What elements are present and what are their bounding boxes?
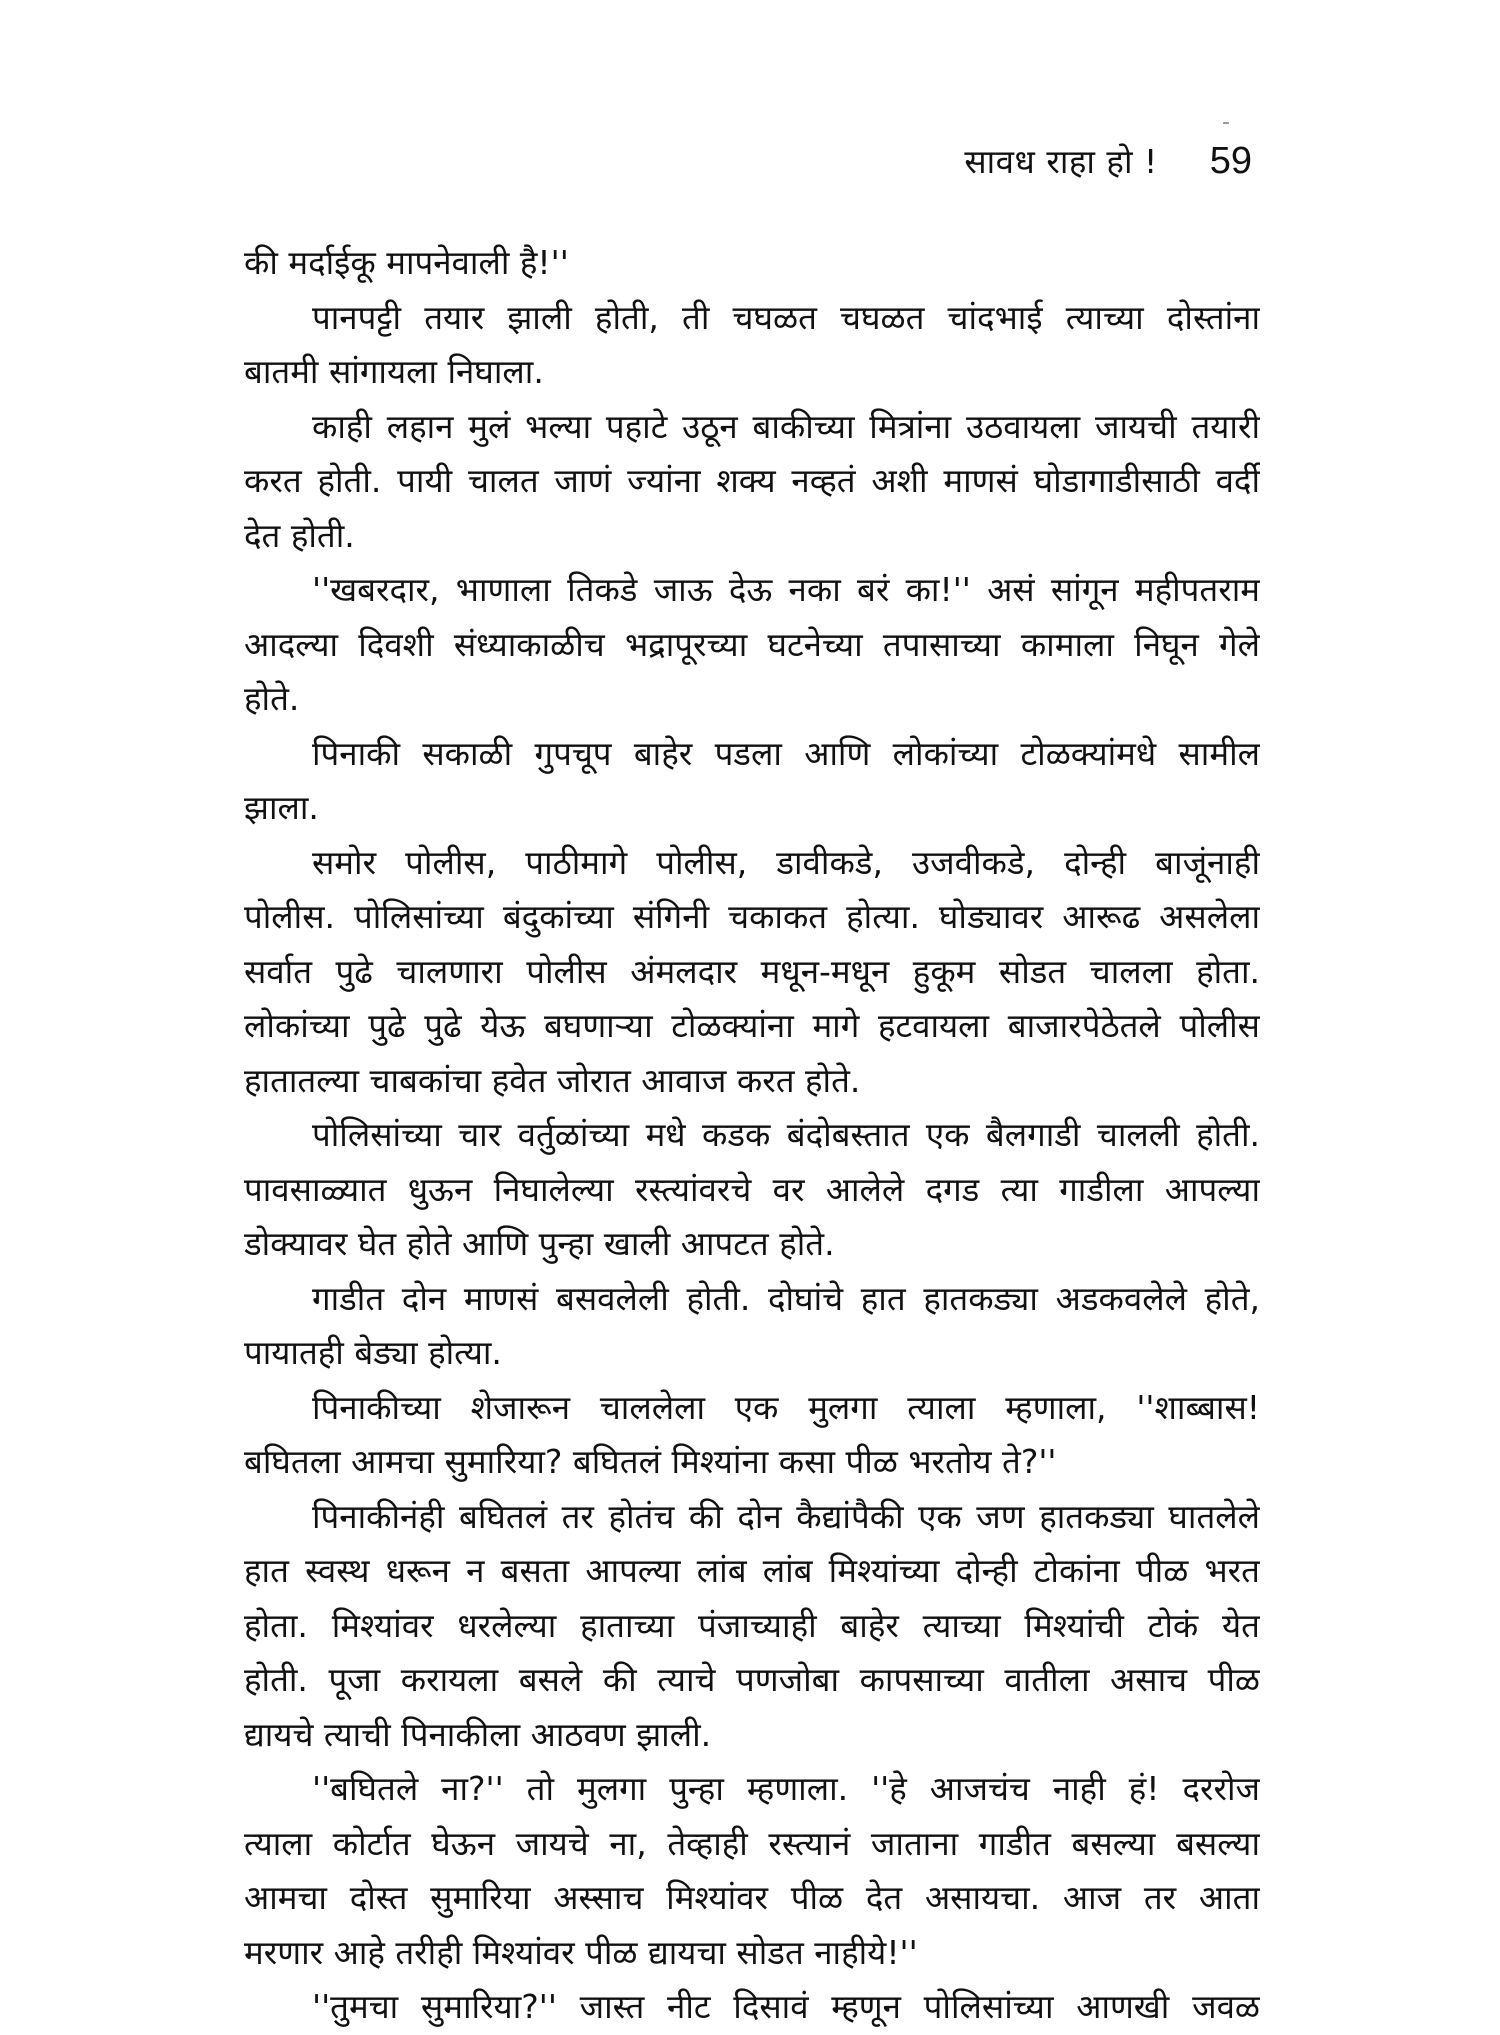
running-header [964, 138, 1252, 183]
text-line: पानपट्टी तयार झाली होती, ती चघळत चघळत चांदभाई त्याच्या दोस्तांना [312, 297, 1260, 337]
body-text [244, 236, 1260, 2035]
text-line: समोर पोलीस, पाठीमागे पोलीस, डावीकडे, उजवीकडे, दोन्ही बाजूंनाही [312, 842, 1260, 882]
text-line: देत होती. [244, 515, 355, 555]
text-line: पावसाळ्यात धुऊन निघालेल्या रस्त्यांवरचे वर आलेले दगड त्या गाडीला आपल्या [244, 1169, 1260, 1209]
page-number: 59 [1209, 140, 1252, 182]
text-line: ''बघितले ना?'' तो मुलगा पुन्हा म्हणाला. ''हे आजचंच नाही हं! दररोज [312, 1769, 1260, 1808]
text-line: हात स्वस्थ धरून न बसता आपल्या लांब लांब मिश्यांच्या दोन्ही टोकांना पीळ भरत [244, 1551, 1260, 1590]
text-line: काही लहान मुलं भल्या पहाटे उठून बाकीच्या मित्रांना उठवायला जायची तयारी [312, 406, 1260, 446]
text-line: ''खबरदार, भाणाला तिकडे जाऊ देऊ नका बरं का!'' असं सांगून महीपतराम [312, 570, 1260, 609]
text-line: ''तुमचा सुमारिया?'' जास्त नीट दिसावं म्हणून पोलिसांच्या आणखी जवळ [312, 1987, 1260, 2026]
text-line: बातमी सांगायला निघाला. [244, 352, 544, 391]
text-line: होता. मिश्यांवर धरलेल्या हाताच्या पंजाच्याही बाहेर त्याच्या मिश्यांची टोकं येत [244, 1605, 1260, 1645]
text-line: डोक्यावर घेत होते आणि पुन्हा खाली आपटत होते. [244, 1224, 835, 1263]
text-line: होते. [244, 679, 300, 718]
chapter-title: सावध राहा हो ! [964, 142, 1158, 181]
text-line: पिनाकी सकाळी गुपचूप बाहेर पडला आणि लोकांच्या टोळक्यांमधे सामील [312, 733, 1260, 773]
text-line: बघितला आमचा सुमारिया? बघितलं मिश्यांना कसा पीळ भरतोय ते?'' [244, 1442, 1057, 1481]
text-line: पायातही बेड्या होत्या. [244, 1333, 502, 1372]
scan-mark [1223, 122, 1229, 124]
text-line: पोलीस. पोलिसांच्या बंदुकांच्या संगिनी चकाकत होत्या. घोड्यावर आरूढ असलेला [244, 897, 1260, 936]
text-line: पिनाकीनंही बघितलं तर होतंच की दोन कैद्यांपैकी एक जण हातकड्या घातलेले [312, 1496, 1260, 1536]
text-line: त्याला कोर्टात घेऊन जायचे ना, तेव्हाही रस्त्यानं जाताना गाडीत बसल्या बसल्या [244, 1823, 1260, 1863]
text-line: होती. पूजा करायला बसले की त्याचे पणजोबा कापसाच्या वातीला असाच पीळ [244, 1660, 1260, 1699]
text-line: करत होती. पायी चालत जाणं ज्यांना शक्य नव्हतं अशी माणसं घोडागाडीसाठी वर्दी [244, 461, 1260, 500]
text-line: पिनाकीच्या शेजारून चाललेला एक मुलगा त्याला म्हणाला, ''शाब्बास! [312, 1387, 1260, 1427]
text-line: सर्वात पुढे चालणारा पोलीस अंमलदार मधून-मधून हुकूम सोडत चालला होता. [244, 951, 1260, 991]
text-line: गाडीत दोन माणसं बसवलेली होती. दोघांचे हात हातकड्या अडकवलेले होते, [312, 1278, 1260, 1318]
text-line: हातातल्या चाबकांचा हवेत जोरात आवाज करत होते. [244, 1060, 861, 1100]
text-line: लोकांच्या पुढे पुढे येऊ बघणाऱ्या टोळक्यांना मागे हटवायला बाजारपेठेतले पोलीस [244, 1006, 1260, 1045]
text-line: पोलिसांच्या चार वर्तुळांच्या मधे कडक बंदोबस्तात एक बैलगाडी चालली होती. [312, 1115, 1260, 1154]
text-line: झाला. [244, 788, 319, 827]
text-line: आमचा दोस्त सुमारिया अस्साच मिश्यांवर पीळ देत असायचा. आज तर आता [244, 1878, 1260, 1917]
text-line: द्यायचे त्याची पिनाकीला आठवण झाली. [244, 1714, 712, 1754]
text-line: मरणार आहे तरीही मिश्यांवर पीळ द्यायचा सोडत नाहीये!'' [244, 1932, 918, 1972]
text-line: की मर्दाईकू मापनेवाली है!'' [244, 243, 569, 282]
text-line: आदल्या दिवशी संध्याकाळीच भद्रापूरच्या घटनेच्या तपासाच्या कामाला निघून गेले [244, 624, 1260, 664]
